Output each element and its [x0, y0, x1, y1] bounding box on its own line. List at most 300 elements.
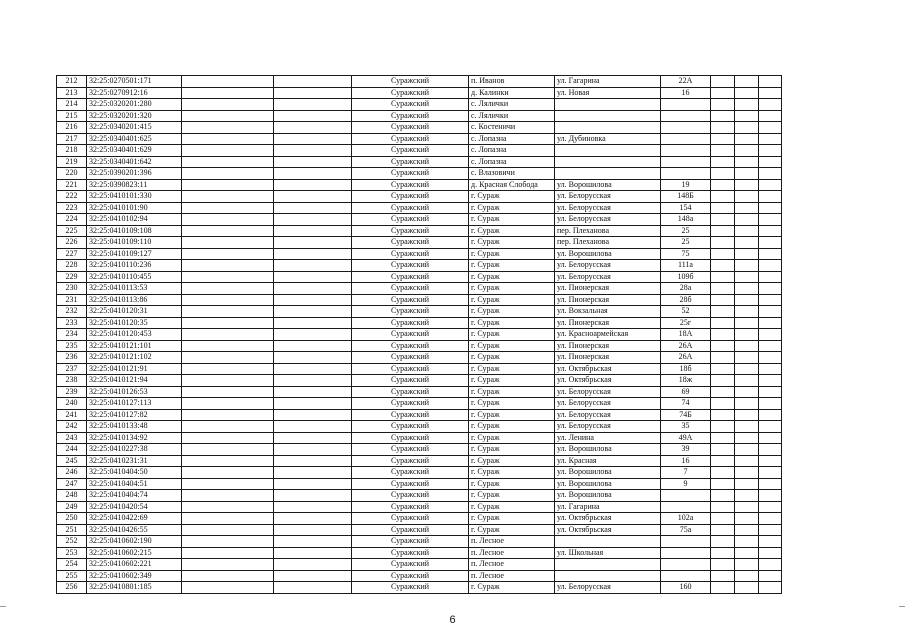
empty-cell-a [182, 87, 274, 99]
empty-cell-e [759, 513, 782, 525]
empty-cell-e [759, 455, 782, 467]
empty-cell-c [711, 168, 735, 180]
empty-cell-b [274, 455, 352, 467]
cadastral-number-cell: 32:25:0410120:31 [87, 306, 182, 318]
cadastral-number-cell: 32:25:0410110:455 [87, 271, 182, 283]
empty-cell-b [274, 547, 352, 559]
empty-cell-b [274, 237, 352, 249]
cadastral-number-cell: 32:25:0410404:74 [87, 490, 182, 502]
empty-cell-e [759, 306, 782, 318]
district-cell: Суражский [352, 444, 469, 456]
table-row [57, 329, 782, 341]
house-number-cell [661, 501, 711, 513]
row-number-cell: 228 [57, 260, 87, 272]
district-cell: Суражский [352, 398, 469, 410]
empty-cell-c [711, 133, 735, 145]
street-cell: пер. Плеханова [555, 225, 661, 237]
table-row [57, 501, 782, 513]
row-number-cell: 241 [57, 409, 87, 421]
table-row [57, 294, 782, 306]
district-cell: Суражский [352, 409, 469, 421]
district-cell: Суражский [352, 87, 469, 99]
cadastral-number-cell: 32:25:0270912:16 [87, 87, 182, 99]
empty-cell-a [182, 306, 274, 318]
crop-mark-left [0, 606, 6, 607]
district-cell: Суражский [352, 455, 469, 467]
empty-cell-b [274, 513, 352, 525]
empty-cell-a [182, 501, 274, 513]
table-row [57, 547, 782, 559]
settlement-cell: г. Сураж [469, 409, 555, 421]
house-number-cell [661, 99, 711, 111]
empty-cell-b [274, 260, 352, 272]
empty-cell-a [182, 386, 274, 398]
empty-cell-c [711, 352, 735, 364]
street-cell: ул. Белорусская [555, 214, 661, 226]
empty-cell-b [274, 363, 352, 375]
empty-cell-e [759, 363, 782, 375]
empty-cell-d [735, 283, 759, 295]
street-cell: ул. Школьная [555, 547, 661, 559]
cadastral-number-cell: 32:25:0410120:35 [87, 317, 182, 329]
empty-cell-a [182, 421, 274, 433]
row-number-cell: 221 [57, 179, 87, 191]
district-cell: Суражский [352, 237, 469, 249]
empty-cell-c [711, 478, 735, 490]
empty-cell-e [759, 168, 782, 180]
street-cell: ул. Белорусская [555, 409, 661, 421]
empty-cell-c [711, 570, 735, 582]
district-cell: Суражский [352, 156, 469, 168]
street-cell: ул. Октябрьская [555, 375, 661, 387]
cadastral-number-cell: 32:25:0410801:185 [87, 582, 182, 594]
empty-cell-d [735, 248, 759, 260]
cadastral-number-cell: 32:25:0410134:92 [87, 432, 182, 444]
settlement-cell: г. Сураж [469, 248, 555, 260]
house-number-cell: 28а [661, 283, 711, 295]
cadastral-number-cell: 32:25:0410422:69 [87, 513, 182, 525]
empty-cell-e [759, 110, 782, 122]
cadastral-number-cell: 32:25:0410602:215 [87, 547, 182, 559]
empty-cell-b [274, 409, 352, 421]
empty-cell-c [711, 432, 735, 444]
empty-cell-c [711, 398, 735, 410]
empty-cell-d [735, 582, 759, 594]
empty-cell-a [182, 225, 274, 237]
street-cell: ул. Ворошилова [555, 478, 661, 490]
settlement-cell: г. Сураж [469, 214, 555, 226]
house-number-cell: 26А [661, 352, 711, 364]
table-row [57, 398, 782, 410]
settlement-cell: г. Сураж [469, 478, 555, 490]
empty-cell-d [735, 467, 759, 479]
empty-cell-e [759, 375, 782, 387]
empty-cell-a [182, 122, 274, 134]
table-row [57, 271, 782, 283]
street-cell [555, 110, 661, 122]
empty-cell-d [735, 570, 759, 582]
district-cell: Суражский [352, 490, 469, 502]
settlement-cell: с. Лялички [469, 110, 555, 122]
empty-cell-e [759, 225, 782, 237]
empty-cell-d [735, 444, 759, 456]
table-row [57, 260, 782, 272]
table-row [57, 478, 782, 490]
district-cell: Суражский [352, 191, 469, 203]
settlement-cell: д. Калинки [469, 87, 555, 99]
settlement-cell: г. Сураж [469, 237, 555, 249]
street-cell: ул. Красная [555, 455, 661, 467]
table-row [57, 76, 782, 88]
empty-cell-d [735, 271, 759, 283]
settlement-cell: п. Иванов [469, 76, 555, 88]
empty-cell-b [274, 375, 352, 387]
house-number-cell: 35 [661, 421, 711, 433]
settlement-cell: г. Сураж [469, 501, 555, 513]
empty-cell-e [759, 145, 782, 157]
district-cell: Суражский [352, 421, 469, 433]
house-number-cell [661, 490, 711, 502]
empty-cell-e [759, 398, 782, 410]
empty-cell-d [735, 237, 759, 249]
empty-cell-a [182, 524, 274, 536]
row-number-cell: 213 [57, 87, 87, 99]
settlement-cell: г. Сураж [469, 191, 555, 203]
settlement-cell: г. Сураж [469, 306, 555, 318]
street-cell [555, 570, 661, 582]
table-row [57, 179, 782, 191]
table-row [57, 490, 782, 502]
empty-cell-b [274, 524, 352, 536]
empty-cell-d [735, 524, 759, 536]
house-number-cell: 148Б [661, 191, 711, 203]
cadastral-number-cell: 32:25:0410127:82 [87, 409, 182, 421]
cadastral-number-cell: 32:25:0340201:415 [87, 122, 182, 134]
empty-cell-e [759, 432, 782, 444]
district-cell: Суражский [352, 559, 469, 571]
street-cell: ул. Дубиновка [555, 133, 661, 145]
house-number-cell [661, 133, 711, 145]
district-cell: Суражский [352, 513, 469, 525]
empty-cell-c [711, 145, 735, 157]
district-cell: Суражский [352, 145, 469, 157]
empty-cell-c [711, 99, 735, 111]
settlement-cell: г. Сураж [469, 582, 555, 594]
empty-cell-b [274, 306, 352, 318]
empty-cell-c [711, 536, 735, 548]
empty-cell-b [274, 168, 352, 180]
empty-cell-a [182, 329, 274, 341]
empty-cell-e [759, 294, 782, 306]
row-number-cell: 236 [57, 352, 87, 364]
table-row [57, 317, 782, 329]
empty-cell-b [274, 156, 352, 168]
empty-cell-d [735, 501, 759, 513]
cadastral-number-cell: 32:25:0410127:113 [87, 398, 182, 410]
empty-cell-a [182, 168, 274, 180]
table-row [57, 145, 782, 157]
district-cell: Суражский [352, 363, 469, 375]
table-row [57, 444, 782, 456]
table-row [57, 237, 782, 249]
crop-mark-right [899, 606, 905, 607]
empty-cell-d [735, 306, 759, 318]
settlement-cell: г. Сураж [469, 294, 555, 306]
empty-cell-b [274, 467, 352, 479]
empty-cell-a [182, 467, 274, 479]
house-number-cell: 148а [661, 214, 711, 226]
district-cell: Суражский [352, 225, 469, 237]
row-number-cell: 244 [57, 444, 87, 456]
street-cell: ул. Красноармейская [555, 329, 661, 341]
empty-cell-c [711, 547, 735, 559]
district-cell: Суражский [352, 570, 469, 582]
row-number-cell: 243 [57, 432, 87, 444]
street-cell: ул. Ворошилова [555, 467, 661, 479]
settlement-cell: г. Сураж [469, 317, 555, 329]
house-number-cell: 154 [661, 202, 711, 214]
empty-cell-a [182, 248, 274, 260]
settlement-cell: г. Сураж [469, 513, 555, 525]
table-row [57, 432, 782, 444]
table-row [57, 202, 782, 214]
empty-cell-b [274, 340, 352, 352]
empty-cell-e [759, 179, 782, 191]
cadastral-number-cell: 32:25:0270501:171 [87, 76, 182, 88]
district-cell: Суражский [352, 467, 469, 479]
district-cell: Суражский [352, 110, 469, 122]
table-row [57, 168, 782, 180]
empty-cell-b [274, 398, 352, 410]
empty-cell-c [711, 524, 735, 536]
house-number-cell: 39 [661, 444, 711, 456]
row-number-cell: 223 [57, 202, 87, 214]
settlement-cell: г. Сураж [469, 444, 555, 456]
street-cell: ул. Октябрьская [555, 524, 661, 536]
empty-cell-b [274, 191, 352, 203]
district-cell: Суражский [352, 352, 469, 364]
empty-cell-a [182, 133, 274, 145]
row-number-cell: 224 [57, 214, 87, 226]
row-number-cell: 232 [57, 306, 87, 318]
empty-cell-c [711, 375, 735, 387]
house-number-cell: 25 [661, 225, 711, 237]
empty-cell-c [711, 248, 735, 260]
district-cell: Суражский [352, 76, 469, 88]
settlement-cell: г. Сураж [469, 329, 555, 341]
table-row [57, 455, 782, 467]
empty-cell-c [711, 271, 735, 283]
empty-cell-d [735, 409, 759, 421]
row-number-cell: 246 [57, 467, 87, 479]
row-number-cell: 226 [57, 237, 87, 249]
row-number-cell: 251 [57, 524, 87, 536]
row-number-cell: 217 [57, 133, 87, 145]
empty-cell-e [759, 421, 782, 433]
property-registry-table [56, 75, 782, 594]
street-cell: ул. Белорусская [555, 191, 661, 203]
empty-cell-b [274, 248, 352, 260]
settlement-cell: г. Сураж [469, 398, 555, 410]
house-number-cell: 74 [661, 398, 711, 410]
table-row [57, 467, 782, 479]
empty-cell-c [711, 317, 735, 329]
house-number-cell: 25 [661, 237, 711, 249]
house-number-cell: 7 [661, 467, 711, 479]
empty-cell-e [759, 248, 782, 260]
cadastral-number-cell: 32:25:0410113:53 [87, 283, 182, 295]
empty-cell-e [759, 237, 782, 249]
empty-cell-a [182, 179, 274, 191]
empty-cell-e [759, 156, 782, 168]
settlement-cell: г. Сураж [469, 375, 555, 387]
empty-cell-a [182, 490, 274, 502]
empty-cell-d [735, 99, 759, 111]
district-cell: Суражский [352, 122, 469, 134]
empty-cell-b [274, 570, 352, 582]
row-number-cell: 240 [57, 398, 87, 410]
settlement-cell: г. Сураж [469, 421, 555, 433]
street-cell: ул. Ленина [555, 432, 661, 444]
street-cell [555, 536, 661, 548]
empty-cell-e [759, 340, 782, 352]
empty-cell-c [711, 329, 735, 341]
street-cell: ул. Пионерская [555, 352, 661, 364]
house-number-cell [661, 145, 711, 157]
empty-cell-a [182, 283, 274, 295]
empty-cell-b [274, 225, 352, 237]
district-cell: Суражский [352, 214, 469, 226]
empty-cell-d [735, 214, 759, 226]
empty-cell-b [274, 271, 352, 283]
settlement-cell: г. Сураж [469, 363, 555, 375]
empty-cell-e [759, 202, 782, 214]
empty-cell-e [759, 76, 782, 88]
street-cell: ул. Белорусская [555, 260, 661, 272]
empty-cell-d [735, 363, 759, 375]
street-cell [555, 156, 661, 168]
empty-cell-a [182, 409, 274, 421]
street-cell: ул. Ворошилова [555, 179, 661, 191]
cadastral-number-cell: 32:25:0410404:50 [87, 467, 182, 479]
row-number-cell: 253 [57, 547, 87, 559]
settlement-cell: г. Сураж [469, 432, 555, 444]
table-row [57, 110, 782, 122]
house-number-cell: 111а [661, 260, 711, 272]
empty-cell-d [735, 179, 759, 191]
empty-cell-d [735, 490, 759, 502]
district-cell: Суражский [352, 536, 469, 548]
street-cell [555, 122, 661, 134]
house-number-cell: 16 [661, 87, 711, 99]
empty-cell-d [735, 455, 759, 467]
cadastral-number-cell: 32:25:0410602:221 [87, 559, 182, 571]
street-cell: ул. Пионерская [555, 340, 661, 352]
district-cell: Суражский [352, 501, 469, 513]
row-number-cell: 233 [57, 317, 87, 329]
empty-cell-b [274, 294, 352, 306]
cadastral-number-cell: 32:25:0410102:94 [87, 214, 182, 226]
empty-cell-a [182, 398, 274, 410]
row-number-cell: 242 [57, 421, 87, 433]
table-row [57, 156, 782, 168]
empty-cell-a [182, 352, 274, 364]
empty-cell-e [759, 99, 782, 111]
empty-cell-e [759, 467, 782, 479]
district-cell: Суражский [352, 317, 469, 329]
street-cell: ул. Гагарина [555, 501, 661, 513]
settlement-cell: г. Сураж [469, 490, 555, 502]
empty-cell-a [182, 317, 274, 329]
table-row [57, 87, 782, 99]
district-cell: Суражский [352, 133, 469, 145]
settlement-cell: г. Сураж [469, 271, 555, 283]
street-cell: ул. Белорусская [555, 386, 661, 398]
settlement-cell: с. Лялички [469, 99, 555, 111]
house-number-cell [661, 547, 711, 559]
table-row [57, 99, 782, 111]
empty-cell-c [711, 179, 735, 191]
street-cell: ул. Белорусская [555, 271, 661, 283]
cadastral-number-cell: 32:25:0410113:86 [87, 294, 182, 306]
empty-cell-d [735, 133, 759, 145]
empty-cell-d [735, 122, 759, 134]
empty-cell-a [182, 294, 274, 306]
empty-cell-a [182, 145, 274, 157]
house-number-cell [661, 570, 711, 582]
house-number-cell: 19 [661, 179, 711, 191]
table-row [57, 409, 782, 421]
empty-cell-e [759, 490, 782, 502]
street-cell: ул. Белорусская [555, 582, 661, 594]
district-cell: Суражский [352, 375, 469, 387]
settlement-cell: г. Сураж [469, 283, 555, 295]
empty-cell-c [711, 225, 735, 237]
district-cell: Суражский [352, 524, 469, 536]
empty-cell-b [274, 478, 352, 490]
house-number-cell: 18ж [661, 375, 711, 387]
street-cell: ул. Белорусская [555, 398, 661, 410]
street-cell: ул. Пионерская [555, 317, 661, 329]
empty-cell-e [759, 536, 782, 548]
row-number-cell: 227 [57, 248, 87, 260]
house-number-cell: 69 [661, 386, 711, 398]
empty-cell-a [182, 536, 274, 548]
empty-cell-b [274, 501, 352, 513]
cadastral-number-cell: 32:25:0410109:108 [87, 225, 182, 237]
district-cell: Суражский [352, 99, 469, 111]
district-cell: Суражский [352, 329, 469, 341]
empty-cell-b [274, 329, 352, 341]
empty-cell-d [735, 352, 759, 364]
cadastral-number-cell: 32:25:0340401:629 [87, 145, 182, 157]
cadastral-number-cell: 32:25:0410109:127 [87, 248, 182, 260]
table-row [57, 352, 782, 364]
cadastral-number-cell: 32:25:0410126:53 [87, 386, 182, 398]
empty-cell-e [759, 122, 782, 134]
empty-cell-d [735, 168, 759, 180]
cadastral-number-cell: 32:25:0410231:31 [87, 455, 182, 467]
empty-cell-a [182, 110, 274, 122]
street-cell: ул. Октябрьская [555, 513, 661, 525]
empty-cell-b [274, 145, 352, 157]
street-cell: ул. Ворошилова [555, 490, 661, 502]
street-cell: ул. Белорусская [555, 202, 661, 214]
empty-cell-a [182, 547, 274, 559]
settlement-cell: г. Сураж [469, 455, 555, 467]
empty-cell-e [759, 329, 782, 341]
empty-cell-c [711, 191, 735, 203]
